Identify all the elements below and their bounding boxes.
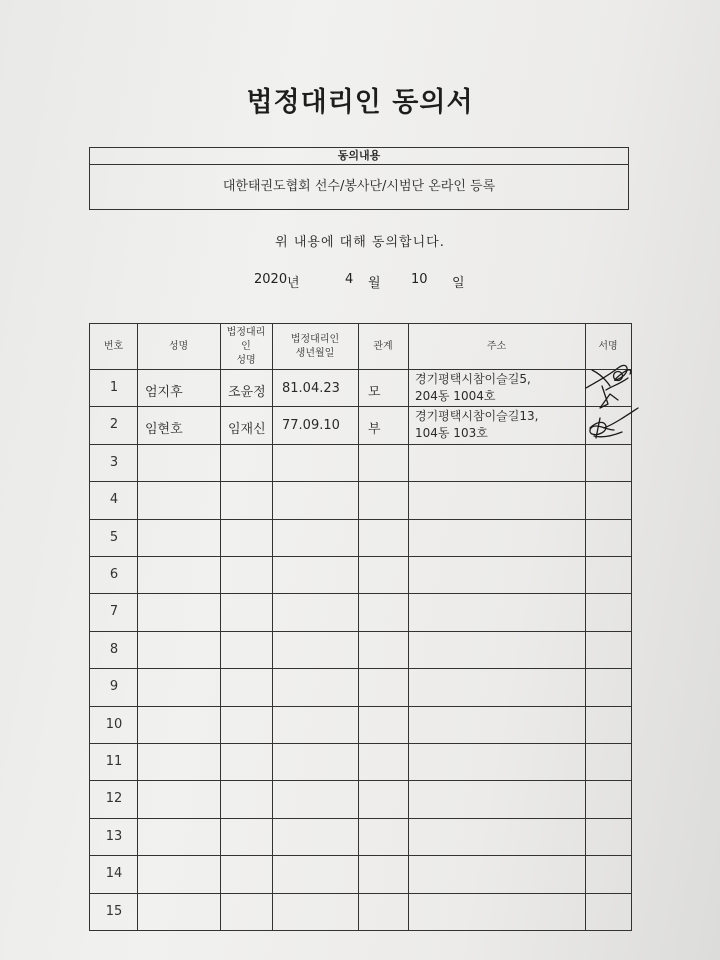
row-number: 1: [109, 380, 119, 395]
row-divider: [90, 369, 631, 370]
date-year: 2020: [254, 272, 288, 287]
row2-name: 임현호: [145, 422, 183, 437]
row2-guardian-name: 임재신: [228, 422, 266, 437]
date-month: 4: [345, 272, 354, 287]
date-day-unit: 일: [452, 276, 465, 291]
signature-scribble: [582, 356, 642, 446]
row-number: 10: [105, 716, 123, 732]
row-divider: [90, 631, 631, 632]
row1-relation: 모: [368, 385, 381, 400]
agreement-statement: 위 내용에 대해 동의합니다.: [275, 235, 445, 250]
row-number: 15: [105, 903, 123, 919]
row2-relation: 부: [368, 422, 381, 437]
row1-address-line2: 204동 1004호: [415, 389, 496, 403]
row-number: 12: [105, 791, 123, 807]
row-divider: [90, 593, 631, 594]
row-divider: [90, 780, 631, 781]
row1-address-line1: 경기평택시참이슬길5,: [415, 372, 531, 386]
row-number: 13: [105, 828, 123, 844]
row-number: 6: [109, 567, 119, 582]
row-divider: [90, 668, 631, 669]
column-divider: [358, 324, 359, 930]
header-name: 성명: [168, 340, 189, 352]
row2-address-line1: 경기평택시참이슬길13,: [415, 409, 539, 423]
column-divider: [408, 324, 409, 930]
row-divider: [90, 893, 631, 894]
date-year-unit: 년: [287, 276, 300, 291]
row-divider: [90, 706, 631, 707]
column-divider: [220, 324, 221, 930]
row-divider: [90, 855, 631, 856]
row-number: 14: [105, 866, 123, 882]
row1-guardian-name: 조윤정: [228, 385, 266, 400]
header-guardian-name-line: 인: [241, 340, 251, 352]
row-divider: [90, 444, 631, 445]
header-guardian-birth-line: 법정대리인: [290, 333, 340, 345]
row-divider: [90, 519, 631, 520]
row-number: 11: [105, 754, 123, 769]
header-signature: 서명: [598, 340, 618, 352]
row-divider: [90, 818, 631, 819]
row-number: 4: [109, 492, 119, 508]
row-number: 3: [109, 454, 119, 470]
date-month-unit: 월: [368, 276, 381, 291]
document-title: 법정대리인 동의서: [246, 87, 474, 118]
row-number: 9: [109, 679, 119, 695]
column-divider: [272, 324, 273, 930]
header-guardian-name: [220, 324, 272, 369]
row-number: 5: [109, 529, 119, 545]
row1-guardian-birth: 81.04.23: [282, 381, 340, 396]
row2-guardian-birth: 77.09.10: [282, 418, 340, 433]
row-number: 8: [109, 641, 119, 657]
consent-text: 대한태권도협회 선수/봉사단/시범단 온라인 등록: [222, 179, 496, 194]
header-relation: 관계: [373, 340, 393, 352]
consent-header: 동의내용: [90, 148, 628, 165]
date-day: 10: [411, 272, 428, 287]
header-guardian-name-line: 법정대리: [226, 326, 266, 338]
row-divider: [90, 406, 631, 407]
header-number: 번호: [103, 340, 124, 352]
row2-address-line2: 104동 103호: [415, 426, 488, 440]
row-number: 2: [109, 417, 119, 433]
header-guardian-birth: [272, 324, 358, 369]
header-address: 주소: [486, 340, 507, 352]
row-number: 7: [109, 604, 119, 620]
row-divider: [90, 743, 631, 744]
row1-name: 엄지후: [145, 385, 183, 400]
row-divider: [90, 556, 631, 557]
consent-content-box: [89, 147, 629, 210]
guardian-table: [89, 323, 632, 931]
header-guardian-name-line: 성명: [236, 354, 256, 366]
header-guardian-birth-line: 생년월일: [295, 347, 335, 359]
row-divider: [90, 481, 631, 482]
